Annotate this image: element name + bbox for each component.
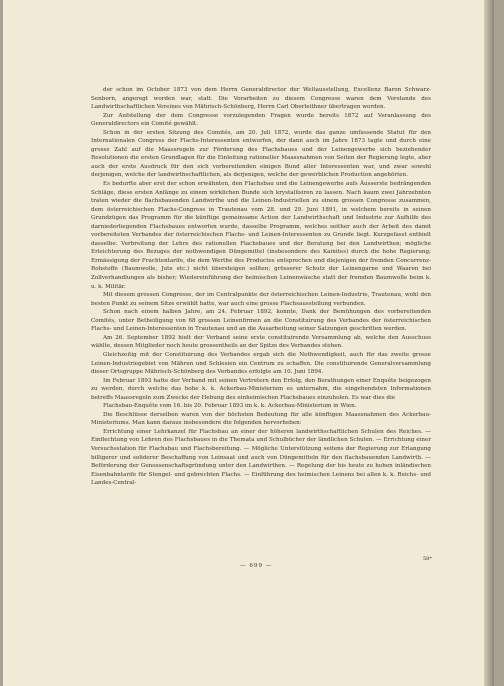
page-number: — 699 — (240, 563, 273, 569)
paragraph: Schon nach einem halben Jahre, am 24. Februar 1892, konnte, Dank der Bemühungen des vorbereitenden Comités, unter Betheiligung von 68 grossen Leinenfirmen an die Constituirung des Verbandes der österreichischen Flachs- und Leinen-Interessenten in Trautenau und an die Ausarbeitung seiner Satzungen geschritten werden. (91, 309, 431, 333)
printer-signature-mark: 58* (423, 556, 432, 562)
paragraph: Im Februar 1893 hatte der Verband mit seinen Vertretern den Erfolg, den Berathungen einer Enquête beigezogen zu werden, durch welche das hohe k. k. Ackerbau-Ministerium es unternahm, die eingehendsten Informationen betreffs Maassregeln zum Zwecke der Hebung des einheimischen Flachsbaues einzuholen. Es war dies die (91, 377, 431, 401)
book-page (3, 0, 494, 686)
paragraph: Am 26. September 1892 hielt der Verband seine erste constituirende Versammlung ab, welche den Ausschuss wählte, dessen Mitglieder noch heute grossentheils an der Spitze des Verbandes stehen. (91, 334, 431, 350)
body-text (91, 86, 431, 488)
paragraph: Die Beschlüsse derselben waren von der höchsten Bedeutung für alle künftigen Maassnahmen des Ackerbau-Ministeriums. Man kann daraus insbesondere die folgenden hervorheben: (91, 411, 431, 427)
paragraph: Mit diesem grossen Congresse, der im Centralpunkte der österreichischen Leinen-Industrie, Trautenau, wohl den besten Punkt zu seinem Sitze erwählt hatte, war auch eine grosse Flachsausstellung verbunden. (91, 292, 431, 307)
paragraph: Zur Aufstellung der dem Congresse vorzulegenden Fragen wurde bereits 1872 auf Veranlassung des Generaldirectors ein Comité gewählt. (91, 112, 431, 128)
paragraph: Errichtung einer Lehrkanzel für Flachsbau an einer der höheren landwirthschaftlichen Schulen des Reiches. — Einflechtung von Lehren des Flachsbaues in die Themata und Schulbücher der ländlichen Schulen. — Errichtung einer Versuchsstation für Flachsbau und Flachsbereitung. — Mögliche Unterstützung seitens der Regierung zur Erlangung billigerer und soliderer Beschaffung von Leinsaat und auch von Düngemitteln für den flachsbauenden Landwirth. — Beförderung der Genossenschaftsgründung unter den Landwirthen. — Regelung der bis heute zu hohen inländischen Eisenbahntarife für Stengel- und gebrechten Flachs. — Einführung des heimischen Leinens bei allen k. k. Reichs- und Landes-Central- (91, 428, 431, 487)
paragraph: Schon in der ersten Sitzung des Comités, am 20. Juli 1872, wurde das ganze umfassende Statut für den Internationalen Congress der Flachs-Interessenten entworfen, der dann auch im Jahre 1873 tagte und durch eine grosse Zahl auf die Maassregeln zur Förderung des Flachsbaues und der Leinengewerbe sich beziehender Resolutionen die ersten Grundlagen für die Einleitung rationeller Maassnahmen von Seiten der Regierung legte, aber auch der erste Ausdruck für den sich vorbereitenden einigen Bund aller Interessenten war, und zwar sowohl derjenigen, welche der landwirthschaftlichen, als derjenigen, welche der gewerblichen Production angehörten. (91, 129, 431, 179)
paragraph: der schon im October 1873 von dem Herrn Generaldirector der Weltausstellung, Excellenz Baron Schwarz-Senborn, angeregt worden war, statt. Die Vorarbeiten zu diesem Congresse waren dem Vorstande des Landwirthschaftlichen Vereines von Mährisch-Schönberg, Herrn Carl Oberleithner übertragen worden. (91, 87, 431, 111)
paragraph: Flachsbau-Enquête vom 16. bis 20. Februar 1893 im k. k. Ackerbau-Ministerium in Wien. (103, 403, 357, 410)
paragraph: Es bedurfte aber erst der schon erwähnten, den Flachsbau und die Leinengewerbe aufs Äusserste bedrängenden Schläge, diese ersten Anfänge zu einem wirklichen Bunde sich krystallisiren zu lassen. Nach kaum zwei Jahrzehnten traten wieder die flachsbauenden Landwirthe und die Leinen-Industriellen zu einem grossen Congresse zusammen, dem österreichischen Flachs-Congress in Trautenau vom 28. und 29. Juni 1891, in welchem bereits in seinen Grundzügen das Programm für die künftige gemeinsame Action der Landwirthschaft und Industrie zur Aufhilfe des darniederliegenden Flachsbaues entworfen wurde, dasselbe Programm, welches seither auch der Arbeit des damit vorbereiteten Verbandes der österreichischen Flachs- und Leinen-Interessenten zu Grunde liegt. Kurzgefasst enthielt dasselbe: Verbreitung der Lehre des rationellen Flachsbaues und der Beratung bei den Landwirthen; mögliche Erleichterung des Bezuges der nothwendigen Düngemittel (insbesondere des Kainites) durch die hohe Regierung; Ermässigung der Frachtentarife, die dem Werthe des Productes entsprechen und diejenigen der fremden Concurrenz-Rohstoffe (Baumwolle, Jute etc.) nicht übersteigen sollten; grösserer Schutz der Leinengarne und Waaren bei Zollverhandlungen als bisher; Wiedereinführung der heimischen Leinenwäsche statt der fremden Baumwolle beim k. u. k. Militär. (91, 181, 431, 290)
page-edge-shadow (484, 0, 494, 686)
paragraph: Gleichzeitig mit der Constituirung des Verbandes ergab sich die Nothwendigkeit, auch für das zweite grosse Leinen-Industriegebiet von Mähren und Schlesien ein Centrum zu schaffen. Die constituirende Generalversammlung dieser Ortsgruppe Mährisch-Schönberg des Verbandes erfolgte am 10. Juni 1894. (91, 351, 431, 376)
